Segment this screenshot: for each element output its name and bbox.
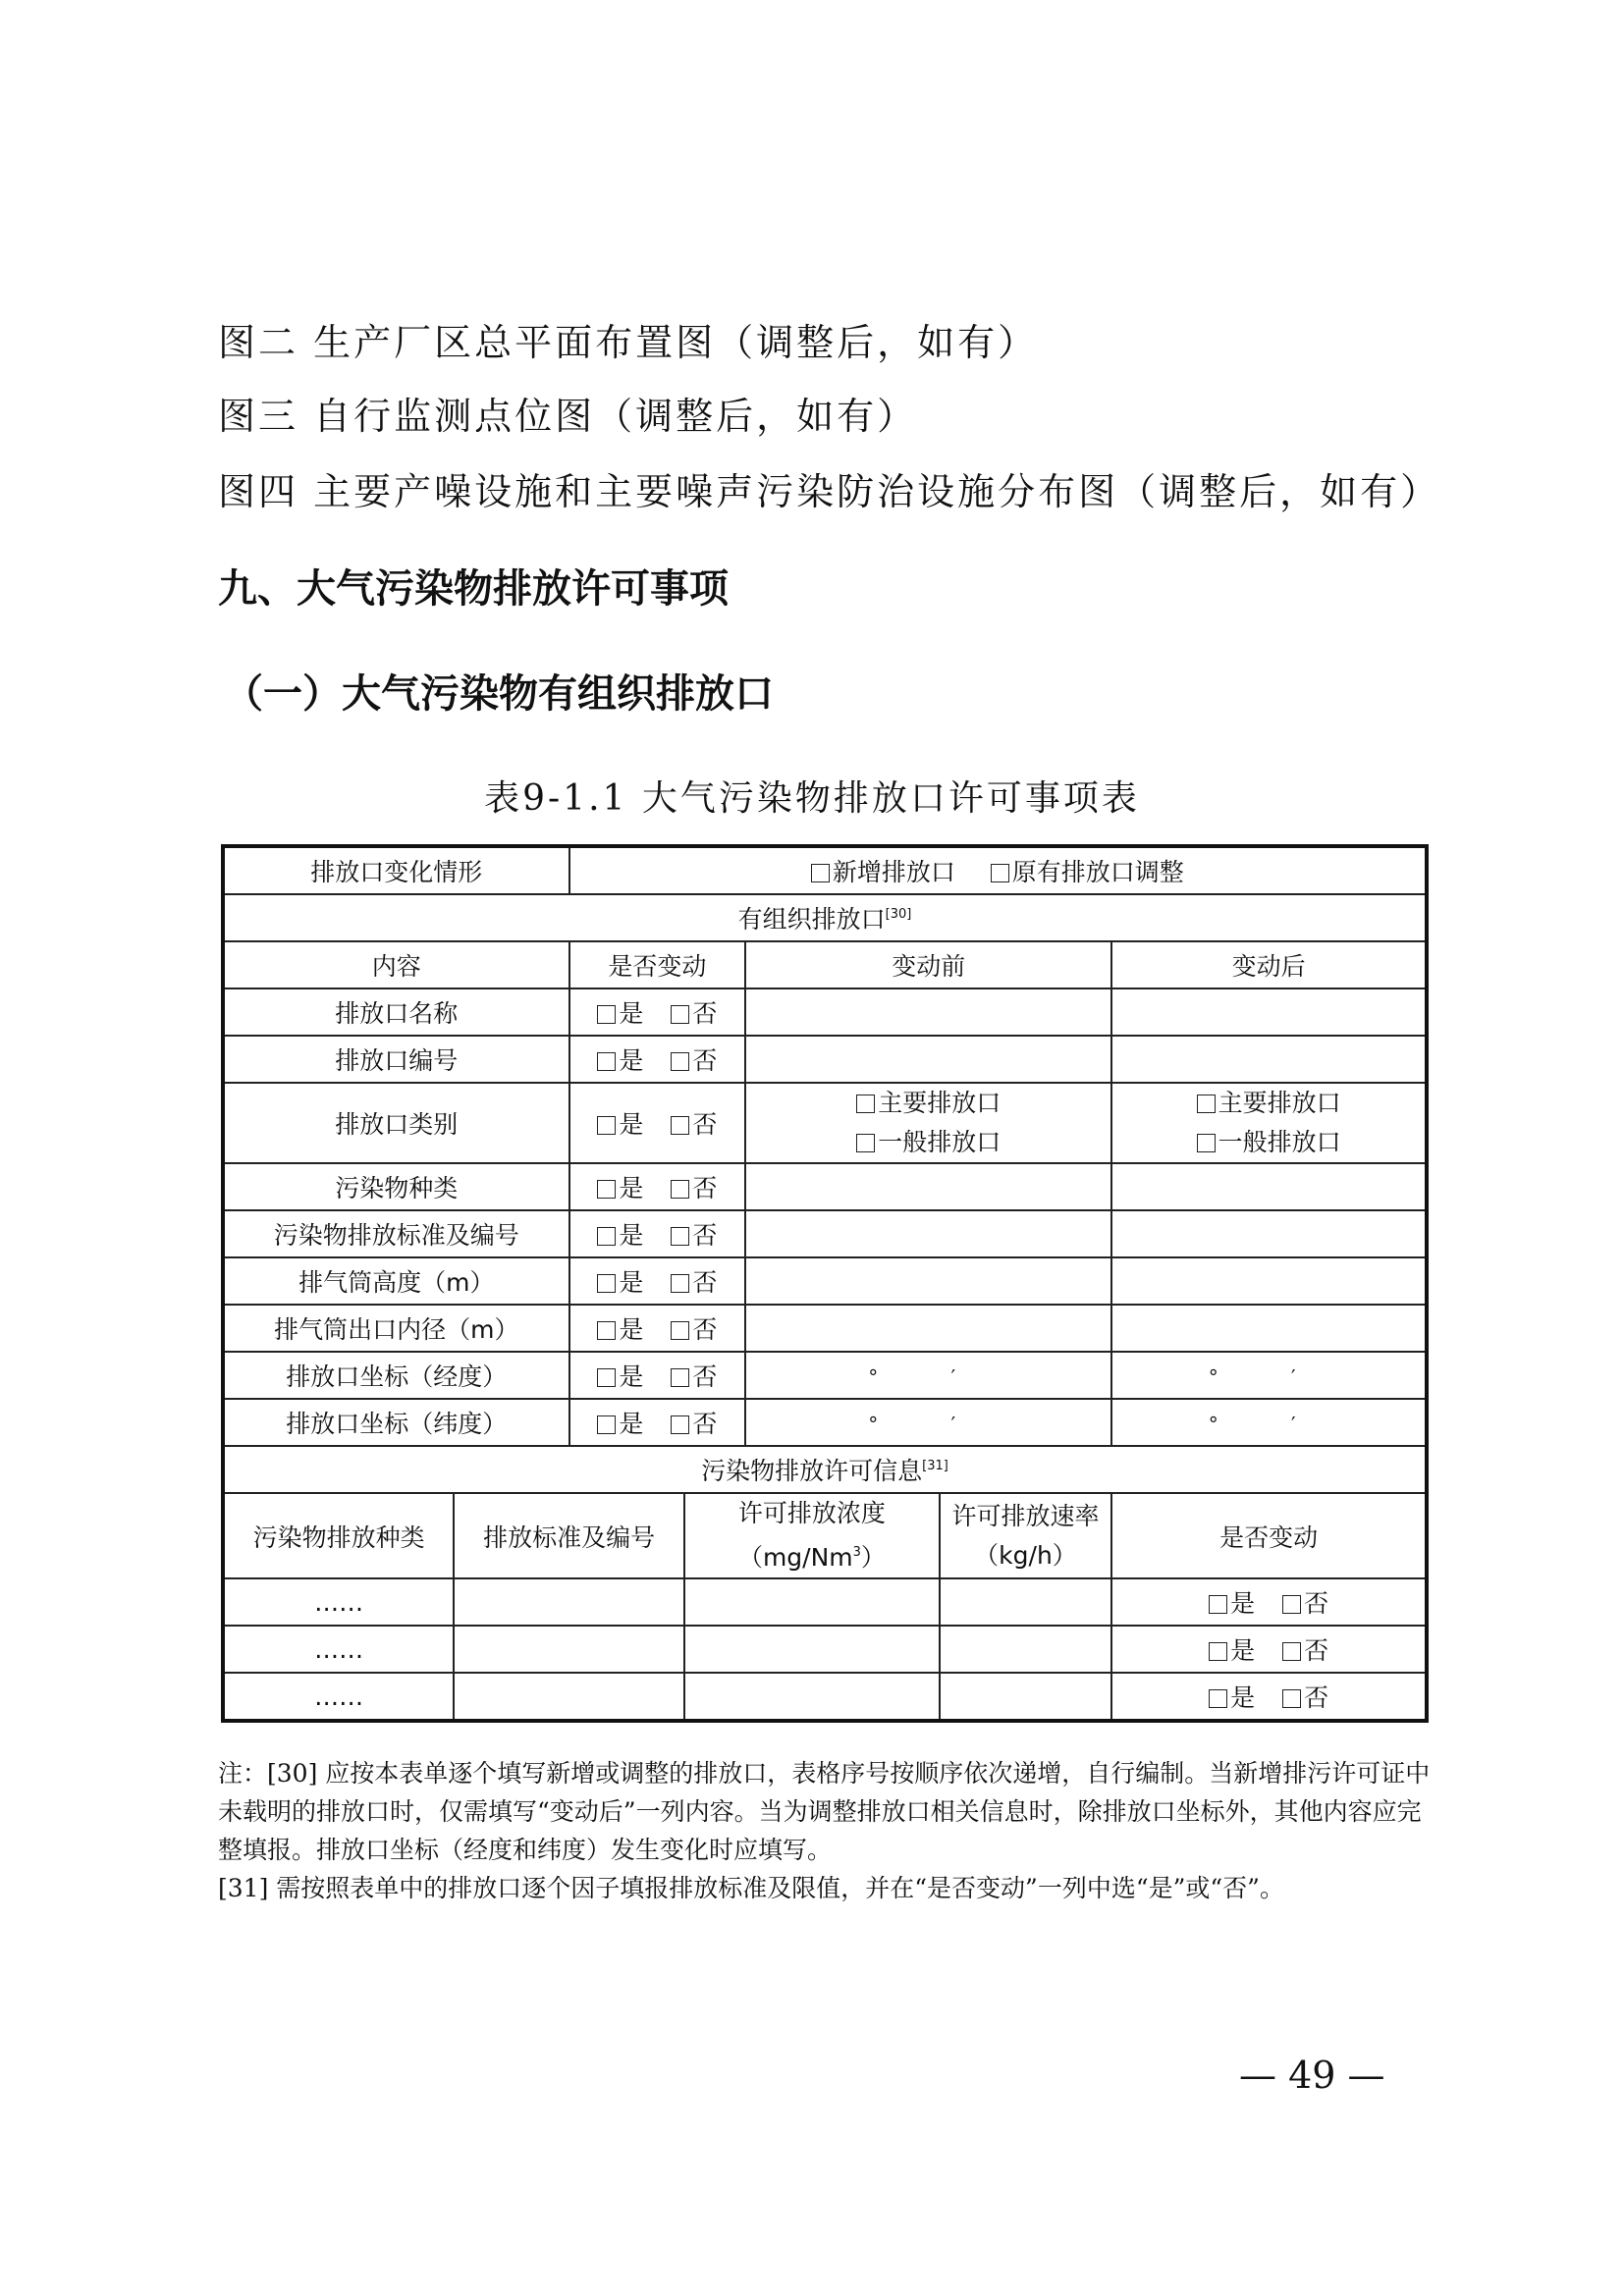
permit-header-row: [223, 1446, 1427, 1493]
no-checkbox[interactable]: 否: [671, 1263, 717, 1299]
permit-column-header-row: [223, 1493, 1427, 1578]
after-cell[interactable]: [1111, 1210, 1427, 1257]
yes-checkbox[interactable]: 是: [597, 1405, 643, 1440]
section-title: 九、大气污染物排放许可事项: [218, 566, 729, 612]
figure-item-3: 图三 自行监测点位图（调整后，如有）: [218, 395, 918, 438]
permit-col-rate: 许可排放速率 （kg/h）: [940, 1493, 1112, 1578]
before-coord-cell[interactable]: ° ′: [745, 1399, 1111, 1446]
column-header-row: [223, 941, 1427, 988]
change-options: [569, 846, 1427, 894]
standard-cell[interactable]: [454, 1673, 684, 1721]
rate-cell[interactable]: [940, 1626, 1112, 1673]
checkbox-icon: [671, 1116, 689, 1135]
before-cell[interactable]: [745, 1036, 1111, 1083]
permit-col-concentration: 许可排放浓度 （mg/Nm$^3$）: [684, 1493, 939, 1578]
main-outlet-checkbox[interactable]: 主要排放口: [1116, 1084, 1421, 1123]
change-label: 排放口变化情形: [223, 846, 569, 894]
rate-cell[interactable]: [940, 1578, 1112, 1626]
table-row: [223, 1352, 1427, 1399]
yes-no-cell: [569, 1083, 745, 1163]
yes-checkbox[interactable]: 是: [597, 1041, 643, 1077]
checkbox-icon: [671, 1227, 689, 1246]
change-row: [223, 846, 1427, 894]
checkbox-icon: [671, 1415, 689, 1434]
no-checkbox[interactable]: 否: [671, 1310, 717, 1346]
yes-checkbox[interactable]: 是: [1209, 1584, 1255, 1620]
yes-checkbox[interactable]: 是: [597, 994, 643, 1030]
concentration-cell[interactable]: [684, 1673, 939, 1721]
before-cell[interactable]: [745, 1305, 1111, 1352]
no-checkbox[interactable]: 否: [1282, 1584, 1328, 1620]
after-cell[interactable]: [1111, 988, 1427, 1036]
row-label: 排气筒出口内径（m）: [223, 1305, 569, 1352]
row-label: 排放口名称: [223, 988, 569, 1036]
checkbox-icon: [1209, 1595, 1227, 1614]
col-header-changed: 是否变动: [569, 941, 745, 988]
yes-checkbox[interactable]: 是: [1209, 1631, 1255, 1667]
yes-no-cell: [1111, 1626, 1427, 1673]
yes-checkbox[interactable]: 是: [597, 1358, 643, 1393]
yes-no-cell: [569, 1036, 745, 1083]
outlet-header: 有组织排放口[30]: [223, 894, 1427, 941]
permit-col-changed: 是否变动: [1111, 1493, 1427, 1578]
table-caption: 表9-1.1 大气污染物排放口许可事项表: [484, 778, 1140, 819]
checkbox-icon: [597, 1005, 616, 1024]
pollutant-cell[interactable]: ……: [223, 1578, 454, 1626]
checkbox-icon: [671, 1368, 689, 1387]
checkbox-icon: [1282, 1595, 1301, 1614]
after-cell[interactable]: [1111, 1036, 1427, 1083]
checkbox-icon: [811, 864, 830, 882]
rate-cell[interactable]: [940, 1673, 1112, 1721]
table-row: [223, 1257, 1427, 1305]
pollutant-cell[interactable]: ……: [223, 1626, 454, 1673]
table-row: [223, 1163, 1427, 1210]
after-cell[interactable]: [1111, 1257, 1427, 1305]
row-label: 排放口坐标（经度）: [223, 1352, 569, 1399]
yes-no-cell: [569, 988, 745, 1036]
after-cell[interactable]: [1111, 1163, 1427, 1210]
row-label: 排气筒高度（m）: [223, 1257, 569, 1305]
no-checkbox[interactable]: 否: [671, 1169, 717, 1204]
before-coord-cell[interactable]: ° ′: [745, 1352, 1111, 1399]
checkbox-icon: [597, 1368, 616, 1387]
checkbox-icon: [671, 1180, 689, 1199]
no-checkbox[interactable]: 否: [671, 1358, 717, 1393]
standard-cell[interactable]: [454, 1578, 684, 1626]
permit-row: [223, 1626, 1427, 1673]
footnotes: [218, 1754, 1435, 1907]
adjust-outlet-checkbox[interactable]: 原有排放口调整: [991, 853, 1184, 888]
main-outlet-checkbox[interactable]: 主要排放口: [750, 1084, 1107, 1123]
row-label: 排放口类别: [223, 1083, 569, 1163]
checkbox-icon: [597, 1180, 616, 1199]
after-coord-cell[interactable]: ° ′: [1111, 1399, 1427, 1446]
col-header-content: 内容: [223, 941, 569, 988]
standard-cell[interactable]: [454, 1626, 684, 1673]
before-category-cell: [745, 1083, 1111, 1163]
after-coord-cell[interactable]: ° ′: [1111, 1352, 1427, 1399]
footnote-ref-30: [30]: [885, 907, 912, 922]
table-row: [223, 988, 1427, 1036]
yes-checkbox[interactable]: 是: [597, 1216, 643, 1252]
yes-checkbox[interactable]: 是: [597, 1105, 643, 1141]
checkbox-icon: [671, 1052, 689, 1071]
col-header-after: 变动后: [1111, 941, 1427, 988]
general-outlet-checkbox[interactable]: 一般排放口: [1116, 1123, 1421, 1162]
page-number: — 49 —: [1239, 2054, 1385, 2097]
outlet-header-row: [223, 894, 1427, 941]
yes-checkbox[interactable]: 是: [1209, 1679, 1255, 1714]
no-checkbox[interactable]: 否: [671, 1216, 717, 1252]
concentration-cell[interactable]: [684, 1626, 939, 1673]
checkbox-icon: [671, 1274, 689, 1293]
table-row: [223, 1305, 1427, 1352]
permit-col-standard: 排放标准及编号: [454, 1493, 684, 1578]
yes-checkbox[interactable]: 是: [597, 1310, 643, 1346]
permit-row: [223, 1578, 1427, 1626]
table-row: [223, 1210, 1427, 1257]
checkbox-icon: [1282, 1689, 1301, 1708]
no-checkbox[interactable]: 否: [671, 1105, 717, 1141]
pollutant-cell[interactable]: ……: [223, 1673, 454, 1721]
checkbox-icon: [597, 1415, 616, 1434]
checkbox-icon: [1282, 1642, 1301, 1661]
no-checkbox[interactable]: 否: [671, 1041, 717, 1077]
new-outlet-checkbox[interactable]: 新增排放口: [811, 853, 955, 888]
yes-no-cell: [569, 1257, 745, 1305]
checkbox-icon: [1209, 1642, 1227, 1661]
after-category-cell: [1111, 1083, 1427, 1163]
checkbox-icon: [1209, 1689, 1227, 1708]
row-label: 污染物种类: [223, 1163, 569, 1210]
figure-item-4: 图四 主要产噪设施和主要噪声污染防治设施分布图（调整后，如有）: [218, 470, 1441, 513]
concentration-cell[interactable]: [684, 1578, 939, 1626]
permit-col-pollutant: 污染物排放种类: [223, 1493, 454, 1578]
row-label: 污染物排放标准及编号: [223, 1210, 569, 1257]
checkbox-icon: [991, 864, 1009, 882]
col-header-before: 变动前: [745, 941, 1111, 988]
before-cell[interactable]: [745, 988, 1111, 1036]
checkbox-icon: [597, 1321, 616, 1340]
yes-no-cell: [1111, 1578, 1427, 1626]
before-cell[interactable]: [745, 1257, 1111, 1305]
no-checkbox[interactable]: 否: [1282, 1631, 1328, 1667]
yes-no-cell: [569, 1210, 745, 1257]
yes-no-cell: [569, 1163, 745, 1210]
checkbox-icon: [671, 1321, 689, 1340]
general-outlet-checkbox[interactable]: 一般排放口: [750, 1123, 1107, 1162]
checkbox-icon: [597, 1116, 616, 1135]
footnote-31: [31] 需按照表单中的排放口逐个因子填报排放标准及限值，并在“是否变动”一列中选“是”或“否”。: [218, 1874, 1284, 1902]
after-cell[interactable]: [1111, 1305, 1427, 1352]
yes-no-cell: [569, 1399, 745, 1446]
no-checkbox[interactable]: 否: [1282, 1679, 1328, 1714]
row-label: 排放口坐标（纬度）: [223, 1399, 569, 1446]
checkbox-icon: [1197, 1134, 1216, 1152]
permit-header: 污染物排放许可信息[31]: [223, 1446, 1427, 1493]
yes-no-cell: [569, 1352, 745, 1399]
table-row: [223, 1083, 1427, 1163]
checkbox-icon: [856, 1134, 875, 1152]
before-cell[interactable]: [745, 1210, 1111, 1257]
checkbox-icon: [597, 1274, 616, 1293]
yes-no-cell: [1111, 1673, 1427, 1721]
checkbox-icon: [597, 1052, 616, 1071]
permit-row: [223, 1673, 1427, 1721]
no-checkbox[interactable]: 否: [671, 1405, 717, 1440]
figure-item-2: 图二 生产厂区总平面布置图（调整后，如有）: [218, 321, 1039, 364]
yes-no-cell: [569, 1305, 745, 1352]
table-row: [223, 1399, 1427, 1446]
checkbox-icon: [671, 1005, 689, 1024]
before-cell[interactable]: [745, 1163, 1111, 1210]
permit-table: [221, 844, 1429, 1723]
footnote-ref-31: [31]: [922, 1459, 948, 1473]
checkbox-icon: [1197, 1095, 1216, 1113]
yes-checkbox[interactable]: 是: [597, 1263, 643, 1299]
checkbox-icon: [597, 1227, 616, 1246]
subsection-title: （一）大气污染物有组织排放口: [224, 671, 774, 717]
table-row: [223, 1036, 1427, 1083]
yes-checkbox[interactable]: 是: [597, 1169, 643, 1204]
footnote-30: 注：[30] 应按本表单逐个填写新增或调整的排放口，表格序号按顺序依次递增，自行编制。当新增排污许可证中未载明的排放口时，仅需填写“变动后”一列内容。当为调整排放口相关信息时，除排放口坐标外，其他内容应完整填报。排放口坐标（经度和纬度）发生变化时应填写。: [218, 1759, 1431, 1864]
checkbox-icon: [856, 1095, 875, 1113]
row-label: 排放口编号: [223, 1036, 569, 1083]
no-checkbox[interactable]: 否: [671, 994, 717, 1030]
